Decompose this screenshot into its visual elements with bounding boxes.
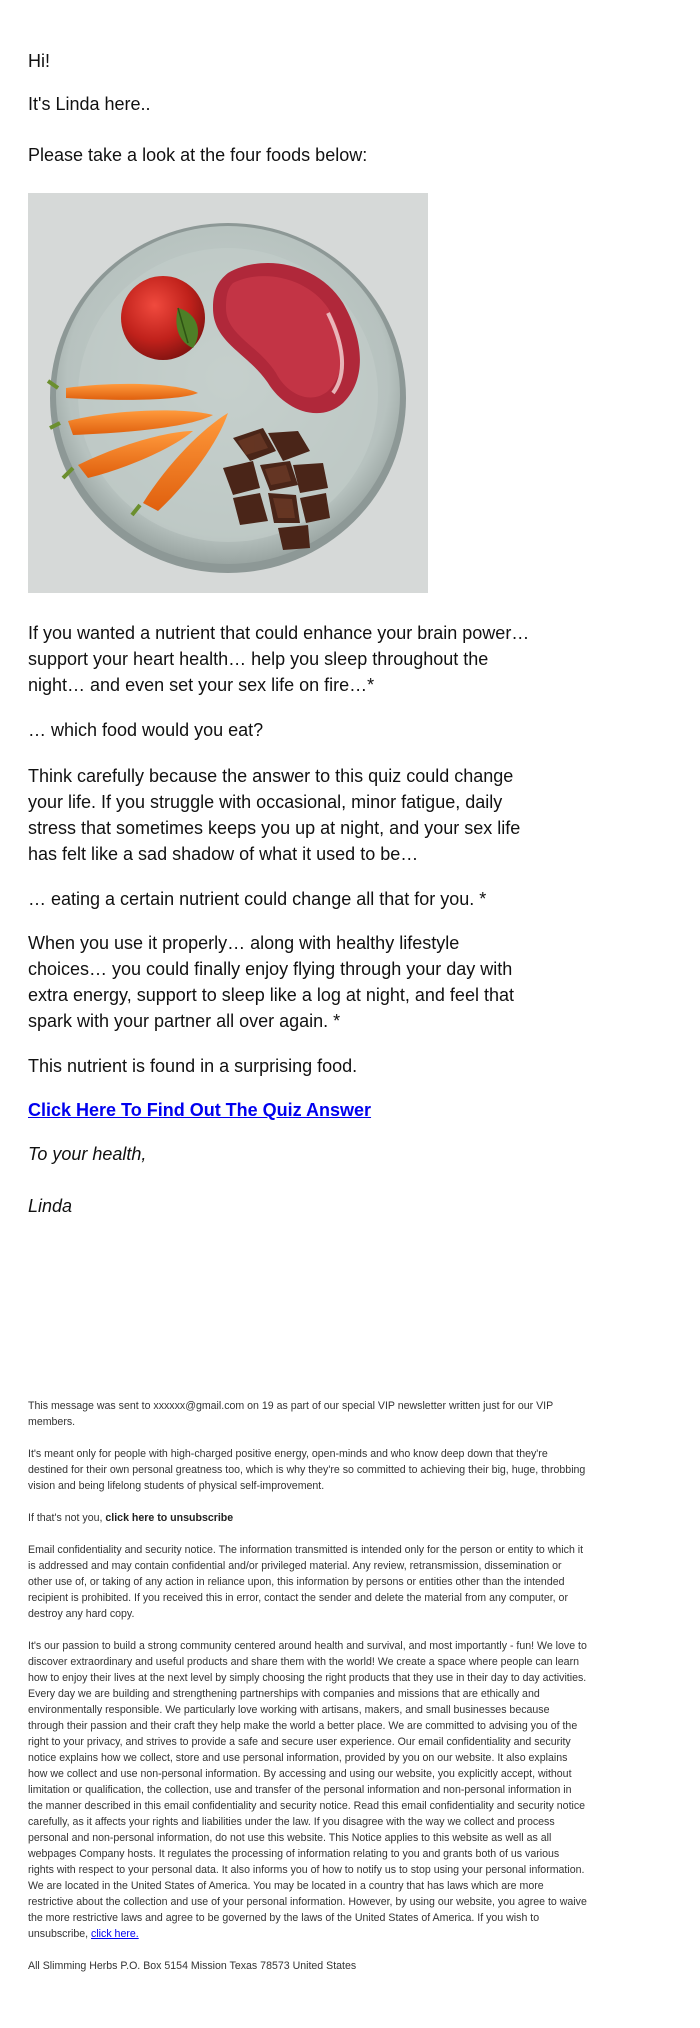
sent-notice: This message was sent to xxxxxx@gmail.com on 19 as part of our special VIP newsletter written just for our VIP members. xyxy=(28,1400,553,1428)
unsubscribe-prefix: If that's not you, xyxy=(28,1512,106,1524)
body-paragraph-6: This nutrient is found in a surprising food. xyxy=(28,1056,358,1076)
policy-unsubscribe-link[interactable]: click here. xyxy=(91,1928,139,1940)
postal-address: All Slimming Herbs P.O. Box 5154 Mission Texas 78573 United States xyxy=(28,1960,357,1972)
prompt-line: Please take a look at the four foods below: xyxy=(28,145,368,165)
email-footer xyxy=(28,1398,588,1990)
signature: Linda xyxy=(28,1196,73,1216)
unsubscribe-link[interactable]: click here to unsubscribe xyxy=(105,1512,234,1524)
confidentiality-text: The information transmitted is intended only for the person or entity to which it is addressed and may contain confidential and/or privileged material. Any review, retransmission, dissemination or other use of, or taking of any action in reliance upon, this information by persons or entities other than the intended recipient is prohibited. If you received this in error, contact the sender and delete the material from any computer, or destroy any hard copy. xyxy=(28,1544,584,1620)
body-paragraph-3: Think carefully because the answer to this quiz could change your life. If you struggle with occasional, minor fatigue, daily stress that sometimes keeps you up at night, and your sex life has felt like a sad shadow of what it used to be… xyxy=(28,766,521,864)
policy-notice xyxy=(28,1638,588,1942)
food-plate-image xyxy=(28,193,428,593)
greeting: Hi! xyxy=(28,51,50,71)
body-paragraph-2: … which food would you eat? xyxy=(28,720,264,740)
body-paragraph-4: … eating a certain nutrient could change all that for you. * xyxy=(28,889,487,909)
signoff: To your health, xyxy=(28,1144,147,1164)
unsubscribe-line xyxy=(28,1510,588,1526)
quiz-answer-link[interactable]: Click Here To Find Out The Quiz Answer xyxy=(28,1100,372,1120)
audience-notice: It's meant only for people with high-charged positive energy, open-minds and who know deep down that they're destined for their own personal greatness too, which is why they're so committed to achieving their big, huge, throbbing vision and being lifelong students of physical self-improvement. xyxy=(28,1448,586,1492)
intro-line: It's Linda here.. xyxy=(28,94,151,114)
body-paragraph-5: When you use it properly… along with healthy lifestyle choices… you could finally enjoy flying through your day with extra energy, support to sleep like a log at night, and feel that spark with your partner all over again. * xyxy=(28,933,514,1031)
policy-text: It's our passion to build a strong community centered around health and survival, and most importantly - fun! We love to discover extraordinary and useful products and share them with the world! We create a space where people can learn how to enjoy their lives at the next level by simply choosing the right products that they use in their day to day activities. Every day we are building and strengthening partnerships with companies and missions that are ethically and environmentally responsible. We particularly love working with artisans, makers, and small businesses because through their passion and their craft they help make the world a better place. We are committed to advising you of the right to your privacy, and strives to provide a safe and secure user experience. Our email confidentiality and security notice explains how we collect, store and use personal information, provided by you on our website. It also explains how we collect and use non-personal information. By accessing and using our website, you explicitly accept, without limitation or qualification, the collection, use and transfer of the personal information and non-personal information in the manner described in this email confidentiality and security notice. Read this email confidentiality and security notice carefully, as it affects your rights and liabilities under the law. If you disagree with the way we collect and process personal and non-personal information, do not use this website. This Notice applies to this website as well as all webpages Company hosts. It regulates the processing of information relating to you and grants both of us various rights with respect to your personal data. It also informs you of how to notify us to stop using your personal information. We are located in the United States of America. You may be located in a country that has laws which are more restrictive about the collection and use of your personal information. However, by using our website, you agree to waive the more restrictive laws and agree to be governed by the laws of the United States of America. If you wish to unsubscribe, xyxy=(28,1640,587,1940)
confidentiality-title: Email confidentiality and security notice. xyxy=(28,1544,216,1556)
confidentiality-notice xyxy=(28,1542,588,1622)
body-paragraph-1: If you wanted a nutrient that could enhance your brain power… support your heart health… help you sleep throughout the night… and even set your sex life on fire…* xyxy=(28,623,530,695)
food-plate-illustration xyxy=(28,193,428,593)
